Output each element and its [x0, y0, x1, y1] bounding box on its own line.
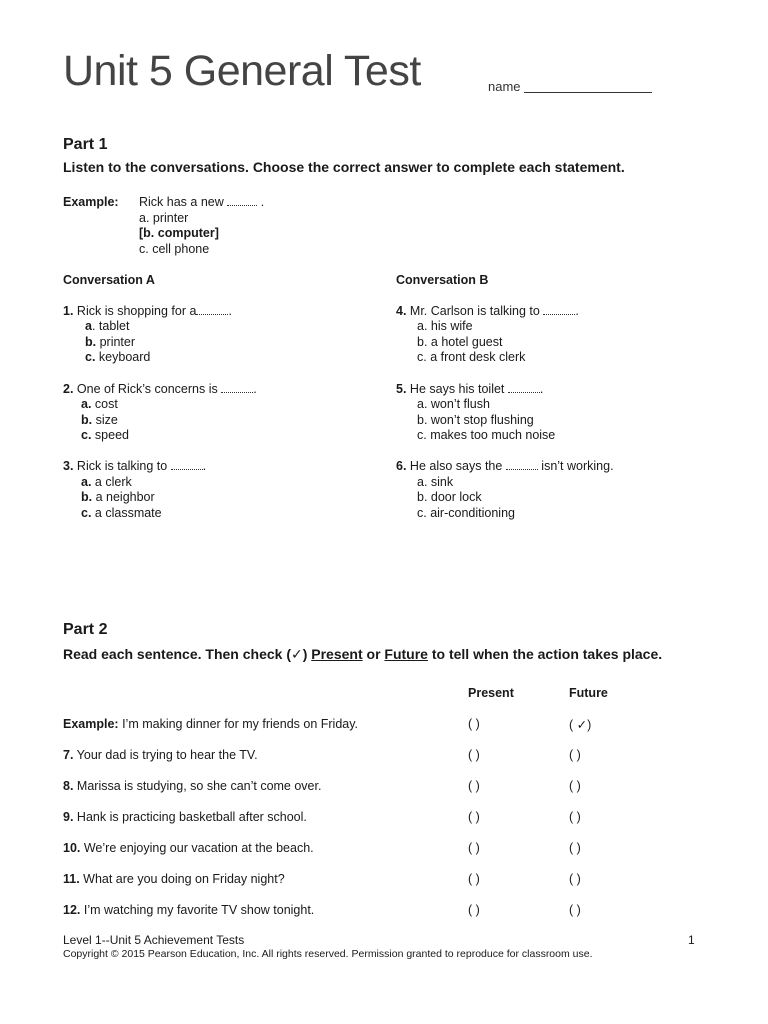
present-checkbox[interactable]: ( ): [468, 748, 480, 762]
option-letter: a.: [81, 397, 92, 411]
question-stem: [63, 382, 257, 397]
future-checkbox[interactable]: ( ): [569, 841, 581, 855]
option-letter: c.: [81, 428, 92, 442]
option-text: printer: [96, 335, 136, 349]
item-number: 8.: [63, 779, 74, 793]
future-checkbox[interactable]: ( ): [569, 779, 581, 793]
item-number: Example:: [63, 717, 119, 731]
question-end: .: [253, 382, 257, 396]
answer-blank: [171, 461, 203, 470]
option-b[interactable]: b. won’t stop flushing: [417, 413, 534, 427]
name-label: name: [488, 79, 521, 94]
sentence: [63, 903, 314, 918]
sentence-text: Your dad is trying to hear the TV.: [73, 748, 258, 762]
option-a[interactable]: a. won’t flush: [417, 397, 490, 411]
item-number: 12.: [63, 903, 81, 917]
item-number: 9.: [63, 810, 74, 824]
answer-blank: [227, 197, 257, 206]
option-c[interactable]: c. air-conditioning: [417, 506, 515, 520]
conversation-b-heading: Conversation B: [396, 273, 489, 287]
example-option-b-answer: [b. computer]: [139, 226, 219, 240]
option-letter: b.: [81, 490, 93, 504]
example-stem-end: .: [260, 195, 265, 209]
question-number: 1.: [63, 304, 74, 318]
page-title: Unit 5 General Test: [63, 47, 421, 95]
page-number: 1: [688, 933, 695, 947]
question-text: Mr. Carlson is talking to: [406, 304, 540, 318]
option-b[interactable]: [85, 335, 135, 350]
option-c[interactable]: c. a front desk clerk: [417, 350, 526, 364]
answer-blank: [196, 306, 228, 315]
present-checkbox[interactable]: ( ): [468, 779, 480, 793]
option-c[interactable]: [81, 428, 129, 443]
present-checkbox[interactable]: ( ): [468, 872, 480, 886]
option-letter: c.: [81, 506, 92, 520]
instruction-text: or: [362, 646, 385, 662]
question-text: He says his toilet: [409, 382, 505, 396]
present-checkbox[interactable]: ( ): [468, 903, 480, 917]
answer-blank: [508, 384, 540, 393]
question-number: 6.: [396, 459, 407, 473]
option-b[interactable]: [81, 413, 118, 428]
example-option-a: a. printer: [139, 211, 189, 225]
sentence-text: We’re enjoying our vacation at the beach.: [80, 841, 314, 855]
sentence-text: What are you doing on Friday night?: [79, 872, 285, 886]
future-word: Future: [384, 646, 428, 662]
sentence-text: Marissa is studying, so she can’t come over.: [73, 779, 322, 793]
example-label: Example:: [63, 195, 119, 209]
sentence-text: I’m making dinner for my friends on Friday.: [118, 717, 359, 731]
option-text: speed: [91, 428, 129, 442]
option-text: size: [92, 413, 118, 427]
question-text: One of Rick’s concerns is: [76, 382, 218, 396]
future-checkbox[interactable]: ( ✓): [569, 718, 592, 732]
example-stem-text: Rick has a new: [139, 195, 224, 209]
sentence-text: I’m watching my favorite TV show tonight.: [80, 903, 315, 917]
part2-instruction: [63, 645, 683, 664]
option-letter: c.: [85, 350, 96, 364]
option-a[interactable]: [81, 475, 132, 490]
column-header-future: Future: [569, 686, 608, 700]
conversation-a-heading: Conversation A: [63, 273, 155, 287]
question-text: Rick is shopping for a: [76, 304, 197, 318]
sentence: [63, 872, 285, 887]
option-text: a neighbor: [92, 490, 155, 504]
item-number: 10.: [63, 841, 81, 855]
option-text: keyboard: [95, 350, 151, 364]
example-option-c: c. cell phone: [139, 242, 210, 256]
option-b[interactable]: b. door lock: [417, 490, 482, 504]
question-number: 5.: [396, 382, 407, 396]
footer-copyright: Copyright © 2015 Pearson Education, Inc. All rights reserved. Permission granted to reproduce for classroom use.: [63, 948, 593, 960]
option-letter: a.: [81, 475, 92, 489]
option-c[interactable]: [85, 350, 150, 365]
present-checkbox[interactable]: ( ): [468, 810, 480, 824]
question-end: isn’t working.: [537, 459, 614, 473]
part1-heading: Part 1: [63, 136, 108, 153]
question-number: 3.: [63, 459, 74, 473]
option-a[interactable]: a. sink: [417, 475, 454, 489]
option-a[interactable]: a. his wife: [417, 319, 473, 333]
option-a[interactable]: [85, 319, 129, 334]
option-letter: b.: [81, 413, 93, 427]
question-stem: [63, 459, 206, 474]
present-checkbox[interactable]: ( ): [468, 841, 480, 855]
future-checkbox[interactable]: ( ): [569, 903, 581, 917]
option-b[interactable]: b. a hotel guest: [417, 335, 503, 349]
future-checkbox[interactable]: ( ): [569, 872, 581, 886]
answer-blank: [221, 384, 253, 393]
part1-instruction: Listen to the conversations. Choose the correct answer to complete each statement.: [63, 159, 625, 175]
instruction-text: to tell when the action takes place.: [427, 646, 663, 662]
column-header-present: Present: [468, 686, 514, 700]
sentence: [63, 810, 307, 825]
example-stem: [139, 195, 264, 210]
instruction-text: Read each sentence. Then check (✓): [63, 646, 312, 662]
sentence: [63, 717, 358, 732]
option-a[interactable]: [81, 397, 118, 412]
question-end: .: [575, 304, 579, 318]
question-number: 4.: [396, 304, 407, 318]
footer-title: Level 1--Unit 5 Achievement Tests: [63, 933, 245, 947]
question-stem: [396, 382, 543, 397]
question-end: .: [539, 382, 544, 396]
question-text: Rick is talking to: [76, 459, 168, 473]
future-checkbox[interactable]: ( ): [569, 748, 581, 762]
future-checkbox[interactable]: ( ): [569, 810, 581, 824]
question-end: .: [228, 304, 232, 318]
option-letter: a: [85, 319, 92, 333]
option-text: a classmate: [91, 506, 162, 520]
option-c[interactable]: c. makes too much noise: [417, 428, 556, 442]
question-stem: [63, 304, 232, 319]
sentence: [63, 748, 258, 763]
question-number: 2.: [63, 382, 74, 396]
question-stem: [396, 304, 579, 319]
answer-blank: [543, 306, 575, 315]
question-end: .: [202, 459, 207, 473]
option-letter: b.: [85, 335, 97, 349]
question-stem: [396, 459, 614, 474]
answer-blank: [506, 461, 538, 470]
option-text: a clerk: [91, 475, 132, 489]
sentence-text: Hank is practicing basketball after school.: [73, 810, 307, 824]
sentence: [63, 841, 314, 856]
option-text: . tablet: [91, 319, 130, 333]
item-number: 11.: [63, 872, 80, 886]
item-number: 7.: [63, 748, 74, 762]
option-text: cost: [91, 397, 118, 411]
option-c[interactable]: [81, 506, 162, 521]
option-b[interactable]: [81, 490, 155, 505]
part2-heading: Part 2: [63, 621, 108, 638]
present-word: Present: [311, 646, 363, 662]
present-checkbox[interactable]: ( ): [468, 717, 480, 731]
sentence: [63, 779, 321, 794]
name-blank-line[interactable]: [524, 92, 652, 93]
question-text: He also says the: [409, 459, 503, 473]
